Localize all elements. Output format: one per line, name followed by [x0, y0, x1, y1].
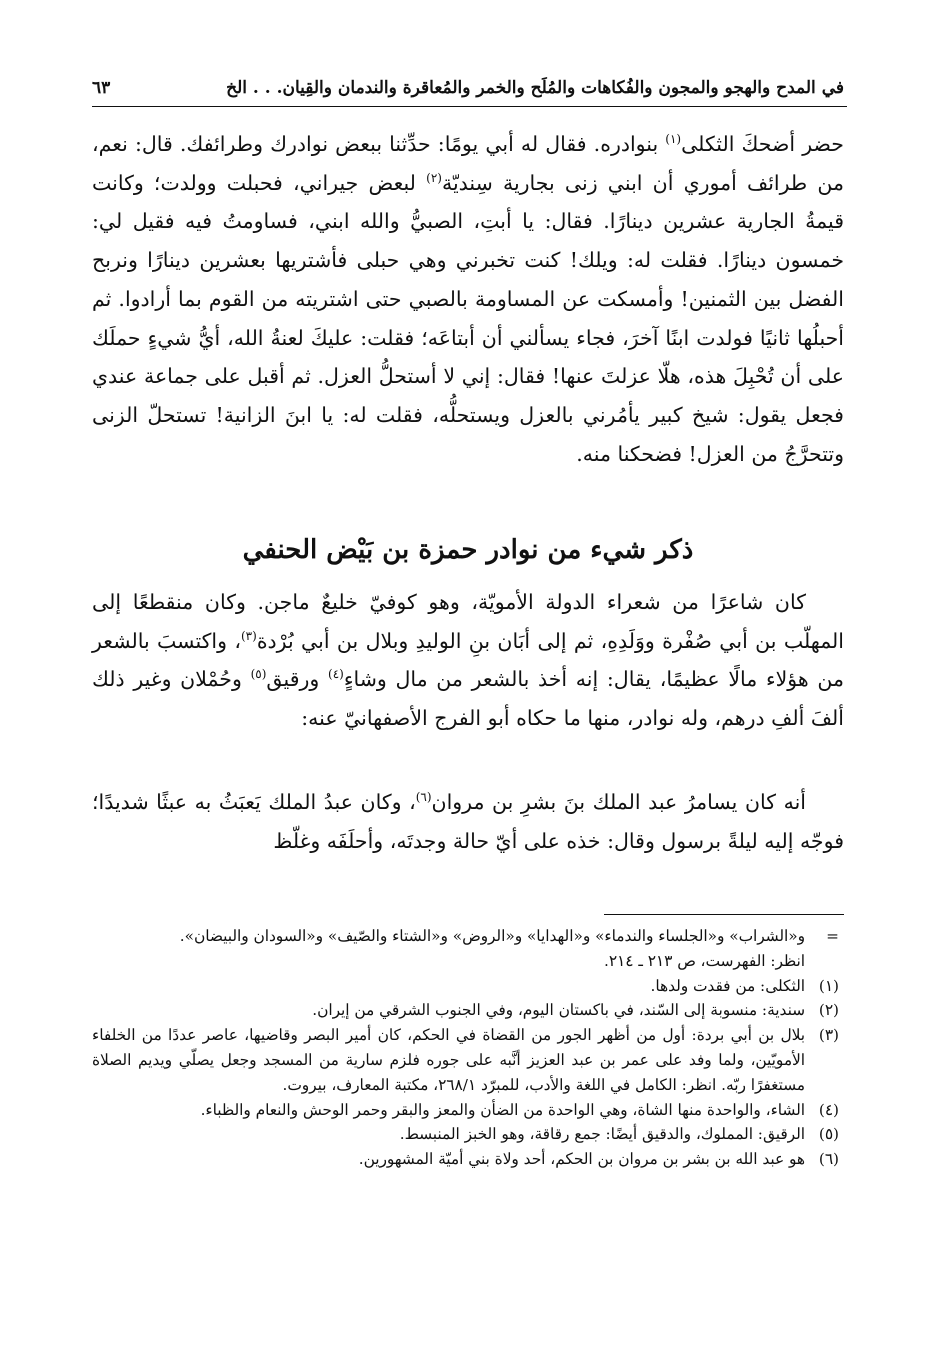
footnote-number: (١) [818, 976, 839, 995]
header-rule [92, 106, 847, 107]
footnote-text: هو عبد الله بن بشر بن مروان بن الحكم، أحد ولاة بني أميّة المشهورين. [358, 1150, 805, 1169]
footnote-ref-1[interactable]: (١) [665, 132, 682, 147]
footnote-text: سندية: منسوبة إلى السّند، في باكستان اليوم، وفي الجنوب الشرقي من إيران. [312, 1001, 805, 1020]
text: وحُمْلان وغير ذلك ألفَ ألفِ درهم، وله نوادر، منها ما حكاه أبو الفرج الأصفهانيّ عنه: [92, 667, 844, 731]
footnote-ref-2[interactable]: (٢) [426, 170, 442, 185]
continuation-mark: = [826, 927, 839, 945]
text: ، واكتسبَ بالشعر من هؤلاء مالًا عظيمًا، يقال: إنه أخذ بالشعر من مال وشاءٍ [92, 628, 844, 692]
paragraph-anecdote [92, 125, 844, 473]
footnote-number: (٥) [818, 1125, 839, 1144]
footnote-continuation [92, 924, 839, 949]
text: بنوادره. فقال له أبي يومًا: حدِّثنا ببعض نوادرك وطرائفك. قال: نعم، من طرائف أموري أن ابني زنى بجارية سِنديّة [92, 132, 844, 195]
text: كان شاعرًا من شعراء الدولة الأمويّة، وهو كوفيّ خليعٌ ماجن. وكان منقطعًا إلى المهلّب بن أبي صُفْرة ووَلَدِهِ، ثم إلى أبَان بنِ الوليدِ وبلال بن أبي بُرْدة [92, 590, 844, 653]
footnote-ref-5[interactable]: (٥) [250, 667, 267, 682]
text: ، وكان عبدُ الملك يَعبَثُ به عبثًا شديدًا؛ فوجّه إليه ليلةً برسول وقال: خذه على أيّ حالة وجدتَه، وأحلَفَه وغلّظ [92, 790, 844, 853]
footnote-number: (٢) [818, 1001, 839, 1020]
footnote-text: بلال بن أبي بردة: أول من أظهر الجور من القضاة في الحكم، كان أمير البصر وقاضيها، عاصر عددًا من الخلفاء الأمويّين، ولما وفد على عمر بن عبد العزيز أنَّبه على جوره فلزم سارية من المسجد وجعل يصلّي ويديم الصلاة مستغفرًا ربّه. انظر: الكامل في اللغة والأدب، للمبرّد ٢٦٨/١، مكتبة المعارف، بيروت. [92, 1026, 805, 1094]
footnote-ref-4[interactable]: (٤) [328, 667, 344, 682]
text: لبعض جيراني، فحبلت وولدت؛ وكانت قيمةُ الجارية عشرين دينارًا. فقال: يا أبتِ، الصبيُّ والله ابني، فساومتُ فيه فقيل لي: خمسون دينارًا. فقلت له: ويلك! كنت تخبرني وهي حبلى فأشتريها بعشرين دينارًا ونربح الفضل بين الثمنين! وأمسكت عن المساومة بالصبي حتى اشتريته من القوم بما أرادوا. ثم أحبلُها ثانيًا فولدت ابنًا آخرَ، فجاء يسألني أن أبتاعَه؛ فقلت: عليكَ لعنةُ الله، أيُّ شيءٍ حملَك على أن تُحْبِلَ هذه، هلّا عزلتَ عنها! فقال: إني لا أستحلُّ العزل. ثم أقبل على جماعة عندي فجعل يقول: شيخ كبير يأمُرني بالعزل ويستحلُّه، فقلت له: يا ابنَ الزانية! تستحلّ الزنى وتتحرَّجُ من العزل! فضحكنا منه. [92, 170, 844, 466]
text: حضر أضحكَ الثكلى [681, 132, 844, 156]
footnote-text: الشاء، والواحدة منها الشاة، وهي الواحدة من الضأن والمعز والبقر وحمر الوحش والنعام والظباء. [200, 1100, 805, 1119]
footnote-text: و«الشراب» و«الجلساء والندماء» و«الهدايا» و«الروض» و«الشتاء والصّيف» و«السودان والبيضان». [179, 927, 805, 945]
footnote-number: (٣) [818, 1026, 839, 1045]
running-header [92, 72, 844, 104]
footnote-1 [92, 974, 839, 999]
footnote-6 [92, 1147, 839, 1172]
footnote-2 [92, 998, 839, 1023]
footnote-ref-3[interactable]: (٣) [240, 628, 257, 643]
running-title: في المدح والهجو والمجون والفُكاهات والمُلَح والخمر والمُعاقرة والندمان والقِيان. . . الخ [226, 78, 844, 98]
footnotes [92, 924, 839, 1172]
footnote-number: (٦) [818, 1150, 839, 1169]
footnote-text: انظر: الفهرست، ص ٢١٣ ـ ٢١٤. [603, 951, 805, 970]
footnote-5 [92, 1122, 839, 1147]
footnote-4 [92, 1098, 839, 1123]
footnote-text: الرقيق: المملوك، والدقيق أيضًا: جمع رقاقة، وهو الخبز المنبسط. [399, 1125, 805, 1144]
footnote-text: الثكلى: من فقدت ولدها. [650, 976, 805, 995]
footnote-3 [92, 1023, 839, 1097]
text: أنه كان يسامرُ عبد الملك بنَ بشرِ بن مروان [431, 790, 806, 814]
text: ورقيق [266, 667, 328, 692]
footnote-separator [604, 914, 844, 915]
paragraph-story [92, 783, 844, 860]
section-heading: ذكر شيء من نوادر حمزة بن بَيْض الحنفي [242, 535, 694, 565]
footnote-ref-6[interactable]: (٦) [415, 790, 432, 805]
footnote-number: (٤) [818, 1100, 839, 1119]
paragraph-biography [92, 583, 844, 738]
page-number: ٦٣ [92, 78, 111, 98]
